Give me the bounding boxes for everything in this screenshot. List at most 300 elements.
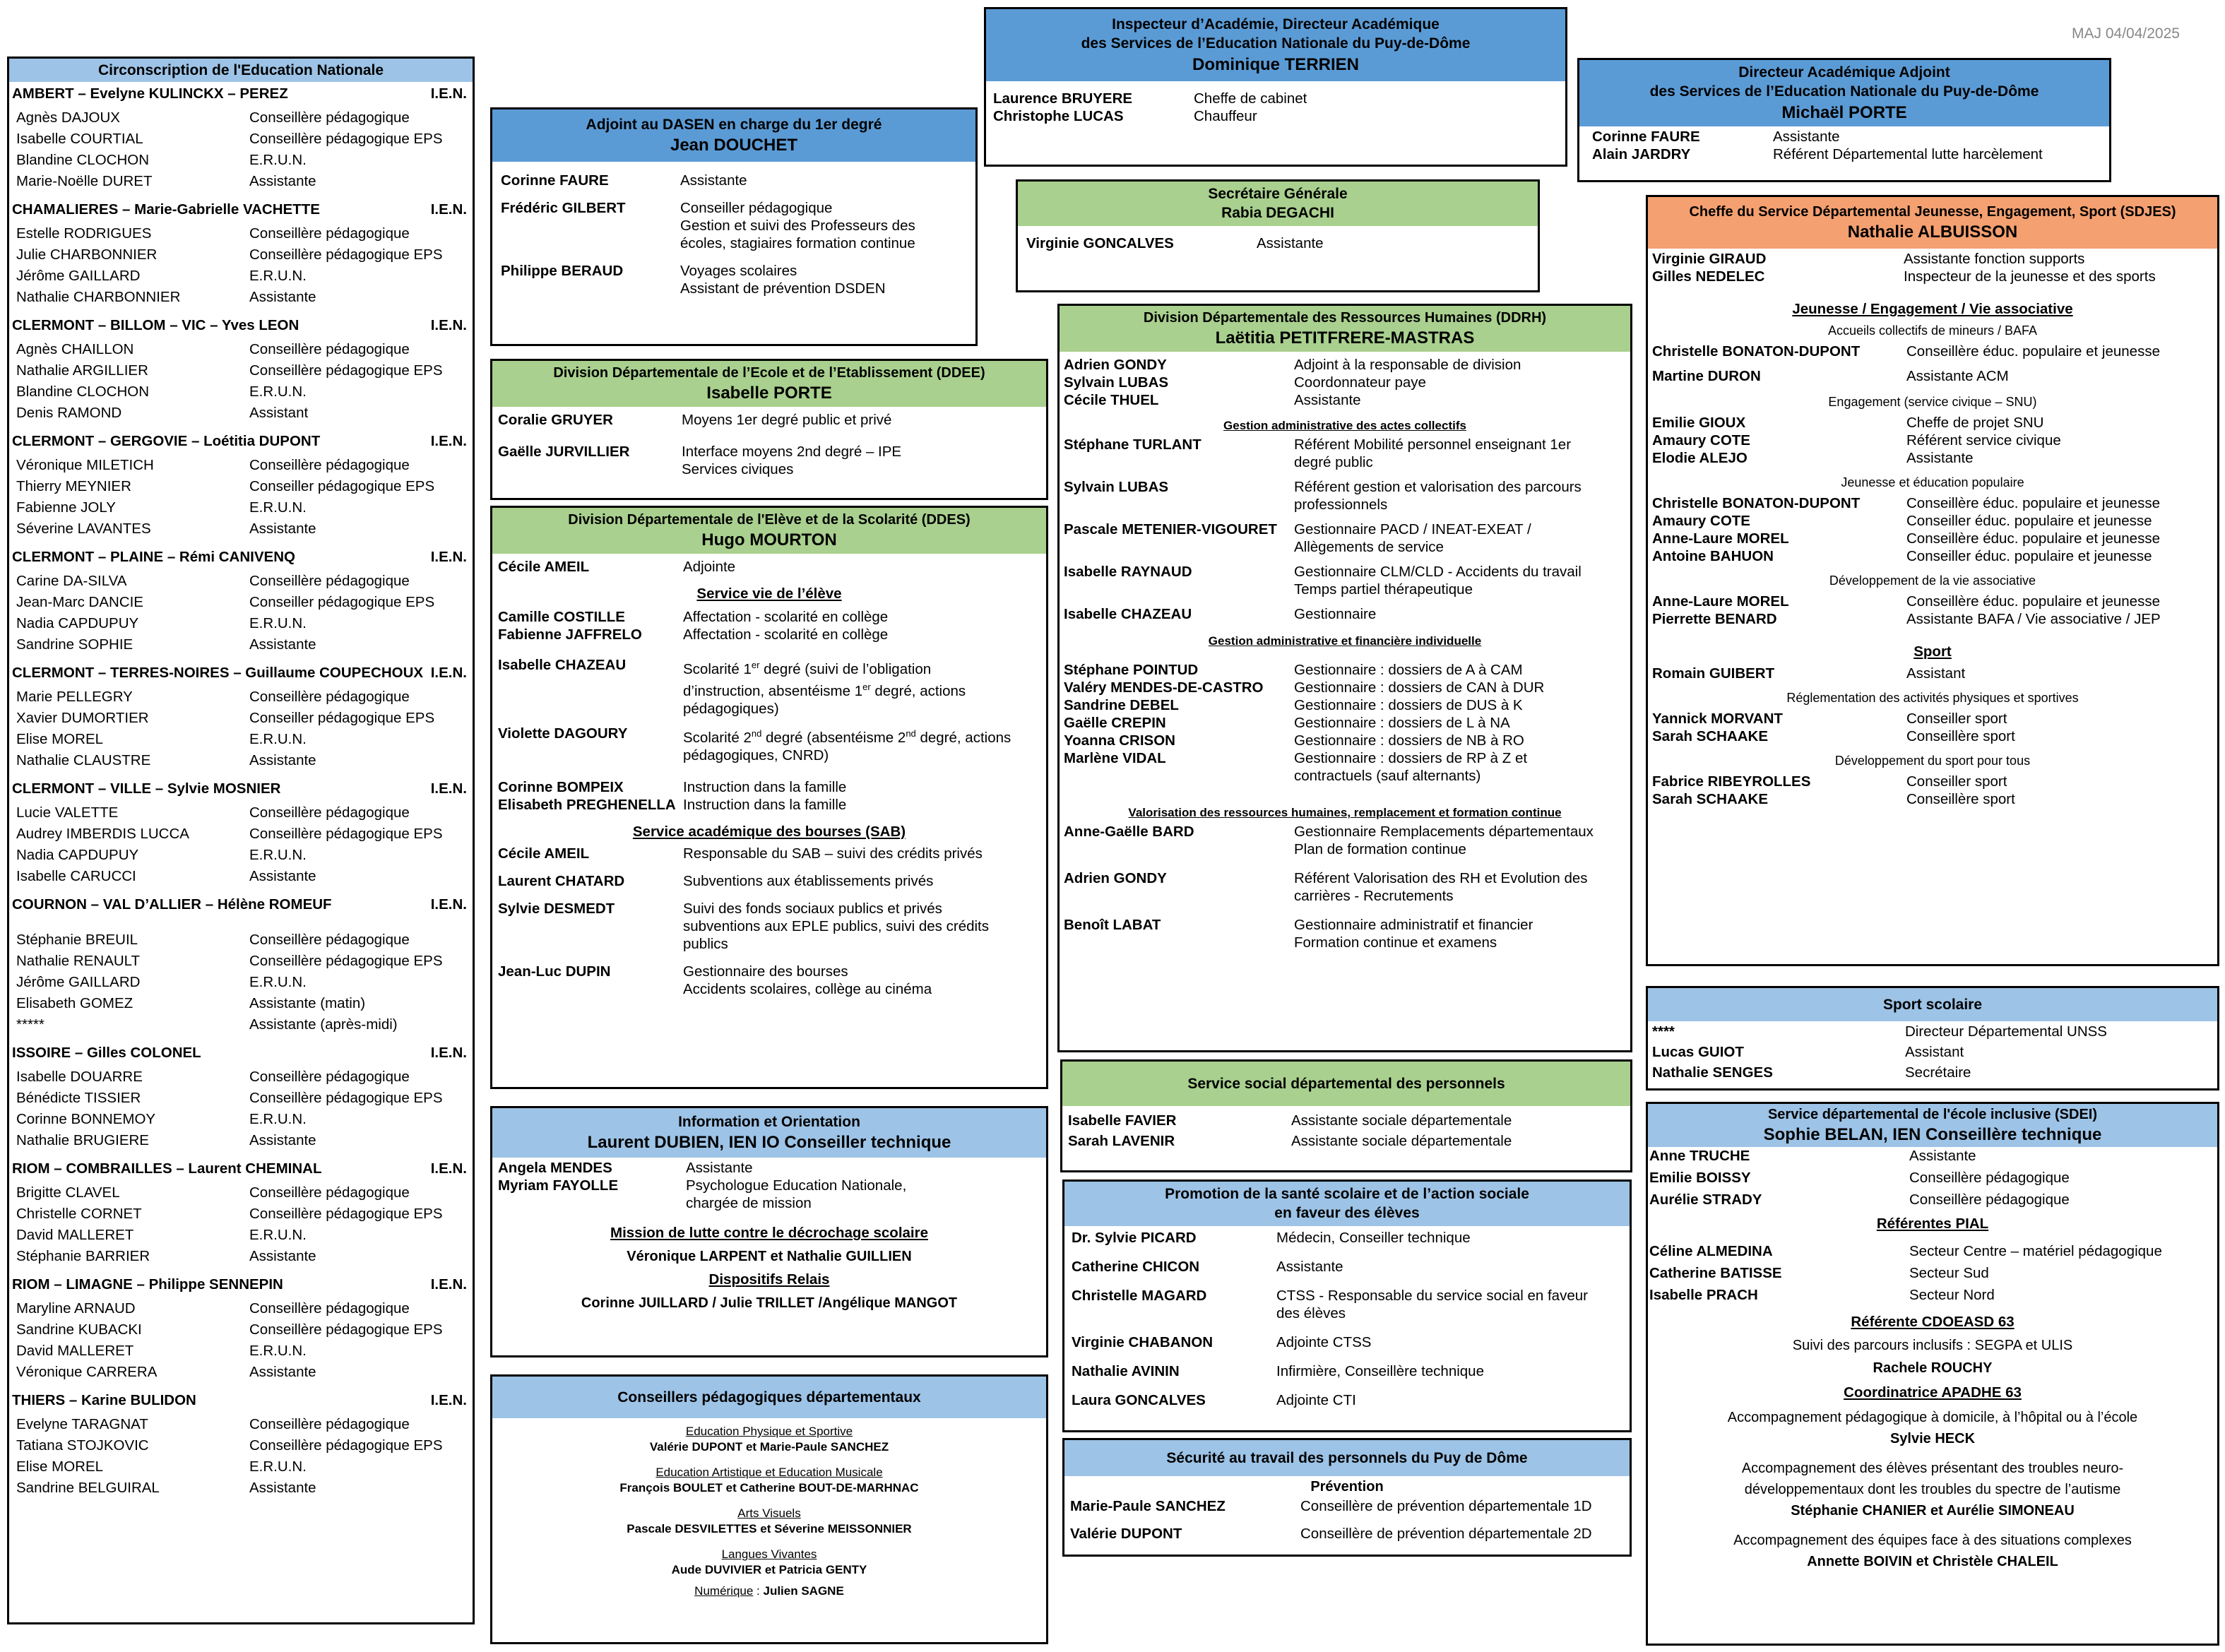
staff-row [1070,1525,1624,1543]
person-name: Jérôme GAILLARD [16,974,141,991]
dasen-box [984,7,1567,167]
person-role: Assistante sociale départementale [1291,1112,1512,1129]
sdjes-section-jev: Jeunesse / Engagement / Vie associative [1792,301,2073,318]
role-line: Assistant de prévention DSDEN [680,280,886,297]
adjoint-staff [492,162,975,307]
staff-row [1072,1287,1622,1322]
sdjes-header [1648,197,2217,249]
person-name: Marie-Paule SANCHEZ [1070,1498,1226,1515]
person-role: Conseillère pédagogique EPS [249,826,443,843]
person-role [1276,1229,1622,1247]
person-name: Laurent CHATARD [498,872,625,889]
staff-row [16,381,473,403]
person-name: Violette DAGOURY [498,725,628,742]
daasen-header [1579,60,2109,126]
person-name: Véronique MILETICH [16,457,154,474]
person-role: Conseiller pédagogique EPS [249,594,435,611]
person-name: Marie-Noëlle DURET [16,173,153,190]
person-name: David MALLERET [16,1343,134,1360]
sdjes-acm-rows [1652,343,2213,385]
person-name: Nathalie CLAUSTRE [16,752,151,769]
securite-header: Sécurité au travail des personnels du Puy de Dôme [1064,1440,1630,1476]
staff-row [1652,414,2213,432]
person-role: E.R.U.N. [249,384,307,400]
role-line: Médecin, Conseiller technique [1276,1229,1471,1246]
person-name: Véronique CARRERA [16,1364,158,1381]
sdjes-acm-title: Accueils collectifs de mineurs / BAFA [1827,323,2038,338]
person-name: Stéphanie BREUIL [16,932,138,949]
person-role: Chauffeur [1194,107,1257,124]
circonscription-group [9,85,473,192]
ddee-name: Isabelle PORTE [706,384,832,403]
cpd-list [492,1418,1046,1578]
sdei-name: Sophie BELAN, IEN Conseillère technique [1763,1125,2102,1144]
staff-row [1064,391,1626,409]
staff-row [16,223,473,244]
person-role: E.R.U.N. [249,731,307,748]
staff-row [16,129,473,150]
cpd-subject: Arts Visuels [737,1507,801,1521]
dasen-staff [986,81,1565,133]
sdei-cdo-name: Rachele ROUCHY [1873,1360,1993,1377]
circonscription-name: ISSOIRE – Gilles COLONEL [12,1045,201,1062]
cpd-box [490,1374,1048,1644]
staff-row [1649,1264,2216,1282]
person-name: Stéphane TURLANT [1064,436,1202,453]
circonscription-name: CLERMONT – TERRES-NOIRES – Guillaume COUPECHOUX [12,665,424,682]
sdei-complexes-text: Accompagnement des équipes face à des situations complexes [1733,1533,2132,1549]
person-name: Céline ALMEDINA [1649,1243,1773,1260]
person-role [1276,1362,1622,1380]
staff-row [16,1456,473,1478]
role-line: Adjoint à la responsable de division [1294,357,1521,374]
person-name: Isabelle PRACH [1649,1287,1758,1304]
person-name: Yannick MORVANT [1652,711,1783,727]
person-name: Coralie GRUYER [498,412,613,429]
person-name: Sandrine SOPHIE [16,636,134,653]
staff-row [16,1435,473,1456]
ien-label: I.E.N. [430,780,467,797]
cpd-subject: Education Physique et Sportive [685,1425,853,1439]
person-name: Elisabeth PREGHENELLA [498,796,676,813]
sdjes-eng-title: Engagement (service civique – SNU) [1828,395,2037,410]
ddes-name: Hugo MOURTON [701,530,837,549]
staff-row [1064,521,1626,556]
person-role [683,845,1040,862]
staff-row [1652,710,2213,727]
person-name: Virginie GIRAUD [1652,251,1767,268]
person-role: Assistante (après-midi) [249,1016,398,1033]
person-name: Sandrine BELGUIRAL [16,1480,160,1497]
person-role: Instruction dans la famille [683,778,847,795]
person-name: Lucas GUIOT [1652,1044,1744,1061]
staff-row [16,360,473,381]
person-name: Pierrette BENARD [1652,611,1777,628]
person-name: Evelyne TARAGNAT [16,1416,148,1433]
ddrh-top-rows [1064,356,1626,409]
circonscription-name: COURNON – VAL D’ALLIER – Hélène ROMEUF [12,896,332,913]
person-role [680,262,967,297]
sdei-apa-name: Sylvie HECK [1889,1431,1976,1447]
person-role [686,1159,1040,1177]
person-name: Agnès DAJOUX [16,109,120,126]
person-name: Jean-Marc DANCIE [16,594,143,611]
circonscription-box [7,57,475,1624]
role-line: Formation continue et examens [1294,934,1497,951]
staff-row [1072,1229,1622,1247]
role-line: Assistante [1294,392,1361,409]
person-role: E.R.U.N. [249,847,307,864]
daasen-name: Michaël PORTE [1781,102,1907,122]
staff-row [16,1182,473,1204]
person-name: Valérie DUPONT [1070,1526,1182,1543]
person-name: Aurélie STRADY [1649,1192,1762,1208]
person-role [1276,1258,1622,1276]
role-line: degré public [1294,454,1373,471]
circonscription-header [9,85,473,103]
ien-label: I.E.N. [430,1045,467,1062]
sdjes-jep-title: Jeunesse et éducation populaire [1841,475,2024,490]
staff-row [16,708,473,729]
io-staff [492,1158,1046,1213]
staff-row [16,729,473,750]
dasen-name: Dominique TERRIEN [1192,54,1359,74]
person-role [683,900,1040,953]
role-line: Conseiller pédagogique [680,200,833,217]
sdei-header [1648,1104,2217,1147]
ddee-staff [492,407,1046,482]
role-line: Référent Mobilité personnel enseignant 1er [1294,436,1572,453]
person-name: Frédéric GILBERT [501,200,626,217]
person-role: Assistante ACM [1906,368,2009,385]
circonscription-name: RIOM – COMBRAILLES – Laurent CHEMINAL [12,1160,322,1177]
sante-title-1: Promotion de la santé scolaire et de l’action sociale [1165,1186,1529,1202]
update-date: MAJ 04/04/2025 [2072,25,2180,42]
person-name: Martine DURON [1652,368,1761,385]
staff-row [1649,1191,2216,1208]
person-name: Pascale METENIER-VIGOURET [1064,521,1277,538]
role-line: Gestionnaire : dossiers de L à NA [1294,715,1510,732]
person-role: E.R.U.N. [249,1343,307,1360]
person-name: Isabelle RAYNAUD [1064,564,1192,581]
sport-scolaire-box [1646,986,2219,1091]
staff-row [498,608,1040,626]
person-role: Conseillère pédagogique EPS [249,1090,443,1107]
person-role: Référent service civique [1906,432,2061,449]
person-role: Conseiller sport [1906,711,2007,727]
person-role: Conseillère pédagogique [249,225,410,242]
circonscription-group [9,201,473,308]
staff-row [16,592,473,613]
circonscription-header [9,432,473,451]
circonscription-header [9,896,473,914]
person-name: Maryline ARNAUD [16,1300,136,1317]
staff-row [501,172,967,189]
sdjes-reg-title: Réglementation des activités physiques et sportives [1786,691,2079,706]
cpd-names: Pascale DESVILETTES et Séverine MEISSONNIER [627,1522,912,1536]
circonscription-name: CLERMONT – PLAINE – Rémi CANIVENQ [12,549,295,566]
person-role [1294,749,1626,785]
sdei-cdo-title: Référente CDOEASD 63 [1851,1314,2015,1331]
person-name: Blandine CLOCHON [16,384,149,400]
person-role [1294,563,1626,598]
role-line: Interface moyens 2nd degré – IPE [682,444,902,460]
staff-row [16,518,473,540]
person-role [1294,679,1626,696]
person-role: Conseillère pédagogique [249,457,410,474]
role-line: Gestionnaire des bourses [683,963,848,980]
person-name: Nadia CAPDUPUY [16,847,139,864]
person-role: Assistante [249,868,316,885]
role-line: Temps partiel thérapeutique [1294,581,1473,598]
person-name: Camille COSTILLE [498,609,625,626]
staff-row [1064,714,1626,732]
io-box [490,1106,1048,1357]
person-role [682,411,1040,429]
ien-label: I.E.N. [430,1276,467,1293]
person-name: Audrey IMBERDIS LUCCA [16,826,189,843]
role-line: carrières - Recrutements [1294,888,1454,905]
person-name: Julie CHARBONNIER [16,246,158,263]
role-line: Gestionnaire : dossiers de CAN à DUR [1294,679,1545,696]
sdei-box [1646,1102,2219,1646]
person-name: Corinne FAURE [501,172,609,189]
person-role [686,1177,1040,1212]
ddee-header [492,361,1046,407]
person-role: Conseillère sport [1906,728,2015,745]
ddrh-valorisation-rows [1064,823,1626,951]
ien-label: I.E.N. [430,1160,467,1177]
role-line: Assistante [686,1160,753,1177]
staff-row [1064,916,1626,951]
cpd-names: Aude DUVIVIER et Patricia GENTY [671,1563,867,1577]
person-name: Laurence BRUYERE [993,90,1133,107]
staff-row [16,571,473,592]
person-name: Tatiana STOJKOVIC [16,1437,149,1454]
person-name: Sarah LAVENIR [1068,1133,1175,1150]
sdjes-reg-rows [1652,710,2213,745]
role-line: Gestionnaire CLM/CLD - Accidents du travail [1294,564,1582,581]
staff-row [16,150,473,171]
staff-row [16,972,473,993]
person-role: Conseillère pédagogique [249,573,410,590]
staff-row [1072,1391,1622,1409]
staff-row [498,900,1040,953]
person-name: Christelle BONATON-DUPONT [1652,495,1861,512]
adjoint-header [492,109,975,162]
staff-row [1652,250,2213,268]
person-name: Jérôme GAILLARD [16,268,141,285]
person-role: Directeur Départemental UNSS [1905,1023,2107,1040]
role-line: Référent Valorisation des RH et Evolution des [1294,870,1588,887]
circonscription-group [9,432,473,540]
staff-row [1652,512,2213,530]
staff-row [16,750,473,771]
staff-row [498,443,1040,478]
person-role: Assistante [249,173,316,190]
staff-row [16,266,473,287]
person-role: E.R.U.N. [249,499,307,516]
adjoint-title: Adjoint au DASEN en charge du 1er degré [586,117,882,133]
person-role: E.R.U.N. [249,615,307,632]
staff-row [1026,234,1529,252]
ddrh-box [1057,304,1632,1052]
person-name: Marie PELLEGRY [16,689,133,706]
person-name: Anne-Laure MOREL [1652,593,1789,610]
person-role: Assistante fonction supports [1904,251,2085,268]
staff-row [16,802,473,824]
staff-row [16,1204,473,1225]
staff-row [1064,749,1626,785]
ien-label: I.E.N. [430,665,467,682]
ien-label: I.E.N. [430,433,467,450]
role-line: Accidents scolaires, collège au cinéma [683,980,932,997]
staff-row [498,626,1040,643]
person-name: Elisabeth GOMEZ [16,995,134,1012]
role-line: Gestionnaire PACD / INEAT-EXEAT / [1294,521,1531,538]
person-name: Cécile AMEIL [498,559,590,576]
person-role: Assistante [249,1480,316,1497]
person-role: Conseillère pédagogique EPS [249,246,443,263]
sdjes-jep-rows [1652,494,2213,565]
staff-row [16,1109,473,1130]
circonscription-name: CLERMONT – BILLOM – VIC – Yves LEON [12,317,299,334]
ddee-title: Division Départementale de l’Ecole et de l’Etablissement (DDEE) [553,365,985,381]
staff-row [16,1319,473,1341]
ddrh-section-collectifs: Gestion administrative des actes collectifs [1223,419,1466,433]
cpd-numerique: Numérique : Julien SAGNE [694,1584,844,1598]
person-role: E.R.U.N. [249,1111,307,1128]
staff-row [1652,432,2213,449]
person-role: Conseillère sport [1906,791,2015,808]
person-role: Conseillère éduc. populaire et jeunesse [1906,343,2160,360]
social-box [1060,1059,1632,1172]
person-name: **** [1652,1023,1675,1040]
person-role: Instruction dans la famille [683,796,847,813]
sdei-pial-title: Référentes PIAL [1876,1216,1989,1232]
person-role: Conseillère pédagogique [249,109,410,126]
io-relais-title: Dispositifs Relais [708,1271,830,1288]
staff-row [1652,268,2213,285]
staff-row [1652,773,2213,790]
person-name: Nathalie AVININ [1072,1362,1180,1379]
person-name: Corinne BONNEMOY [16,1111,156,1128]
cpd-subject: Education Artistique et Education Musicale [655,1466,883,1480]
role-line: Services civiques [682,461,794,478]
person-name: Brigitte CLAVEL [16,1184,120,1201]
staff-row [498,778,1040,796]
ddes-vie-rows [498,608,1040,643]
person-name: Christophe LUCAS [993,107,1124,124]
ien-label: I.E.N. [430,201,467,218]
role-line: Gestionnaire administratif et financier [1294,917,1533,934]
person-role: Conseillère éduc. populaire et jeunesse [1906,593,2160,610]
circonscription-name: RIOM – LIMAGNE – Philippe SENNEPIN [12,1276,283,1293]
person-name: Emilie GIOUX [1652,415,1746,432]
person-role: Conseiller éduc. populaire et jeunesse [1906,513,2152,530]
staff-row [16,993,473,1014]
person-role: Scolarité 1er degré (suivi de l’obligation d’instruction, absentéisme 1er degré, actions pédagogiques) [683,660,966,717]
role-line: Assistante [680,172,747,189]
staff-row [16,1362,473,1383]
staff-row [1064,732,1626,749]
circonscription-header [9,1276,473,1294]
staff-row [16,1066,473,1088]
person-role [1294,374,1626,391]
role-line: des élèves [1276,1305,1346,1321]
staff-row [16,1341,473,1362]
person-role [1276,1333,1622,1351]
staff-row [1064,823,1626,858]
staff-row [1068,1132,1625,1150]
person-name: Isabelle CHAZEAU [498,657,627,674]
person-role: E.R.U.N. [249,268,307,285]
person-name: Catherine BATISSE [1649,1265,1782,1282]
circonscription-header [9,548,473,566]
ddrh-collectifs-rows [1064,436,1626,623]
sdjes-top-rows [1652,250,2213,285]
person-role: Conseillère pédagogique [249,932,410,949]
person-name: Sandrine KUBACKI [16,1321,142,1338]
role-line: Plan de formation continue [1294,841,1466,858]
social-header: Service social départemental des personnels [1062,1062,1630,1106]
circonscription-group [9,780,473,887]
ddes-dagoury-row [498,725,1040,764]
staff-row [16,455,473,476]
circonscription-name: CLERMONT – VILLE – Sylvie MOSNIER [12,780,281,797]
staff-row [16,1246,473,1267]
role-line: Voyages scolaires [680,263,797,280]
staff-row [16,1130,473,1151]
sdei-apa-title: Coordinatrice APADHE 63 [1844,1384,2022,1401]
staff-row [16,171,473,192]
person-name: Sylvain LUBAS [1064,479,1169,496]
role-line: publics [683,935,728,952]
person-name: Sarah SCHAAKE [1652,791,1769,808]
staff-row [1649,1147,2216,1165]
staff-row [1652,367,2213,385]
staff-row [16,929,473,951]
staff-row [1064,869,1626,905]
circonscription-name: CLERMONT – GERGOVIE – Loétitia DUPONT [12,433,321,450]
staff-row [1064,356,1626,374]
person-name: Cécile AMEIL [498,845,590,862]
staff-row [1652,727,2213,745]
person-role: Scolarité 2nd degré (absentéisme 2nd degré, actions pédagogiques, CNRD) [683,727,1011,763]
person-role: Assistante [249,752,316,769]
person-role: E.R.U.N. [249,1227,307,1244]
circonscription-group [9,548,473,655]
role-line: chargée de mission [686,1195,812,1212]
person-role [1294,696,1626,714]
person-role [1294,605,1626,623]
person-role: Assistante [249,521,316,537]
staff-row [16,287,473,308]
sdei-pial-rows [1649,1242,2216,1304]
role-line: Référent gestion et valorisation des parcours [1294,479,1582,496]
sdjes-dev-rows [1652,773,2213,808]
person-name: Romain GUIBERT [1652,665,1775,682]
person-name: Virginie CHABANON [1072,1333,1214,1350]
staff-row [1652,530,2213,547]
person-role: Conseillère pédagogique [249,341,410,358]
person-name: Sylvie DESMEDT [498,900,615,917]
staff-row [1652,790,2213,808]
person-role: Conseillère éduc. populaire et jeunesse [1906,495,2160,512]
ien-label: I.E.N. [430,896,467,913]
staff-row [16,866,473,887]
securite-box [1062,1438,1632,1557]
